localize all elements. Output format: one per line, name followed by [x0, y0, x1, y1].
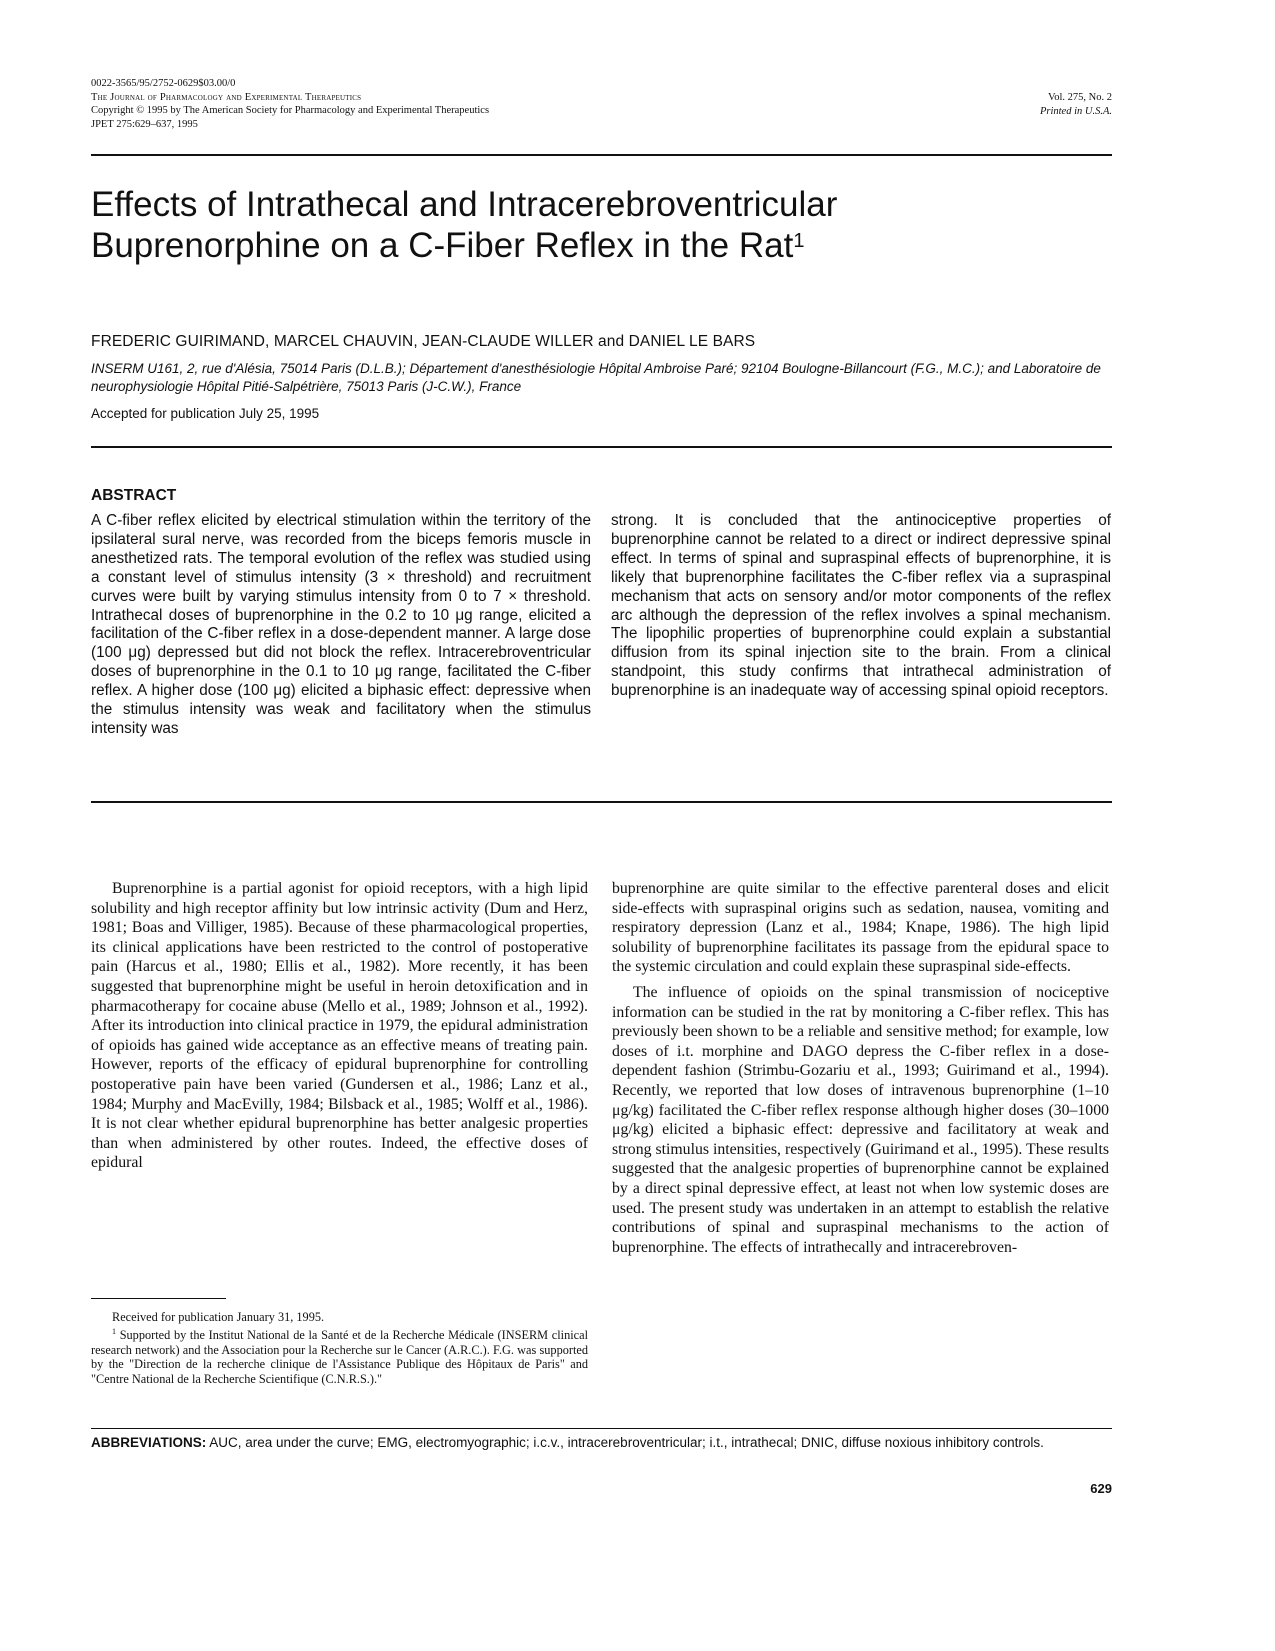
- accepted-date: Accepted for publication July 25, 1995: [91, 406, 320, 421]
- funding-footnote-text: Supported by the Institut National de la Santé et de la Recherche Médicale (INSERM clinical research network) and the Association pour la Recherche sur le Cancer (A.R.C.). F.G. was supported by the "Direction de la recherche clinique de l'Assistance Publique des Hôpitaux de Paris" and "Centre National de la Recherche Scientifique (C.N.R.S.).": [91, 1327, 588, 1386]
- article-title: [91, 184, 1051, 266]
- page-number: 629: [1090, 1481, 1112, 1496]
- body-paragraph: Buprenorphine is a partial agonist for opioid receptors, with a high lipid solubility and high receptor affinity but low intrinsic activity (Dum and Herz, 1981; Boas and Villiger, 1985). Because of these pharmacological properties, its clinical applications have been restricted to the control of postoperative pain (Harcus et al., 1980; Ellis et al., 1982). More recently, it has been suggested that buprenorphine might be useful in heroin detoxification and in pharmacotherapy for cocaine abuse (Mello et al., 1989; Johnson et al., 1992). After its introduction into clinical practice in 1979, the epidural administration of opioids has gained wide acceptance as an effective means of treating pain. However, reports of the efficacy of epidural buprenorphine for controlling postoperative pain have been varied (Gundersen et al., 1986; Lanz et al., 1984; Murphy and MacEvilly, 1984; Bilsback et al., 1985; Wolff et al., 1986). It is not clear whether epidural buprenorphine has better analgesic properties than when administered by other routes. Indeed, the effective doses of epidural: [91, 880, 588, 1172]
- abstract-heading: ABSTRACT: [91, 487, 177, 504]
- abstract-column-right: strong. It is concluded that the antinociceptive properties of buprenorphine cannot be related to a direct or indirect depressive spinal effect. In terms of spinal and supraspinal effects of buprenorphine, it is likely that buprenorphine facilitates the C-fiber reflex via a supraspinal mechanism that acts on sensory and/or motor components of the reflex arc although the depression of the reflex involves a spinal mechanism. The lipophilic properties of buprenorphine could explain a substantial diffusion from its spinal injection site to the brain. From a clinical standpoint, this study confirms that intrathecal administration of buprenorphine is an inadequate way of accessing spinal opioid receptors.: [611, 512, 1111, 700]
- issn-line: 0022-3565/95/2752-0629$03.00/0: [91, 78, 236, 89]
- footnote-divider: [91, 1298, 226, 1299]
- title-line-2: Buprenorphine on a C-Fiber Reflex in the Rat: [91, 226, 794, 265]
- running-header-right: [1040, 91, 1112, 118]
- abbreviations: [91, 1434, 1112, 1452]
- body-paragraph: buprenorphine are quite similar to the effective parenteral doses and elicit side-effects with supraspinal origins such as sedation, nausea, vomiting and respiratory depression (Lanz et al., 1984; Knape, 1986). The high lipid solubility of buprenorphine facilitates its passage from the epidural space to the systemic circulation and could explain these supraspinal side-effects.: [612, 880, 1109, 976]
- volume-line: Vol. 275, No. 2: [1048, 92, 1112, 103]
- body-column-left: [91, 879, 588, 1173]
- title-footnote-mark[interactable]: 1: [793, 230, 805, 252]
- body-paragraph: The influence of opioids on the spinal transmission of nociceptive information can be studied in the rat by monitoring a C-fiber reflex. This has previously been shown to be a reliable and sensitive method; for example, low doses of i.t. morphine and DAGO depress the C-fiber reflex in a dose-dependent fashion (Strimbu-Gozariu et al., 1993; Guirimand et al., 1994). Recently, we reported that low doses of intravenous buprenorphine (1–10 μg/kg) facilitated the C-fiber reflex response although higher doses (30–1000 μg/kg) elicited a biphasic effect: depressive and facilitatory at weak and strong stimulus intensities, respectively (Guirimand et al., 1995). These results suggested that the analgesic properties of buprenorphine cannot be explained by a direct spinal depressive effect, at least not when low systemic doses are used. The present study was undertaken in an attempt to establish the relative contributions of spinal and supraspinal mechanisms to the action of buprenorphine. The effects of intrathecally and intracerebroven-: [612, 983, 1109, 1256]
- abbreviations-text: AUC, area under the curve; EMG, electromyographic; i.c.v., intracerebroventricular; i.t., intrathecal; DNIC, diffuse noxious inhibitory controls.: [206, 1435, 1044, 1450]
- journal-name: The Journal of Pharmacology and Experimental Therapeutics: [91, 91, 362, 103]
- printed-line: Printed in U.S.A.: [1039, 105, 1112, 117]
- received-footnote: Received for publication January 31, 1995.: [112, 1310, 325, 1324]
- abstract-top-divider: [91, 446, 1112, 448]
- funding-footnote: [91, 1325, 588, 1387]
- header-divider: [91, 154, 1112, 156]
- citation-line: JPET 275:629–637, 1995: [91, 118, 198, 130]
- abbreviations-label: ABBREVIATIONS:: [91, 1435, 207, 1450]
- abstract-column-left: A C-fiber reflex elicited by electrical stimulation within the territory of the ipsilateral sural nerve, was recorded from the biceps femoris muscle in anesthetized rats. The temporal evolution of the reflex was studied using a constant level of stimulus intensity (3 × threshold) and recruitment curves were built by varying stimulus intensity from 0 to 7 × threshold. Intrathecal doses of buprenorphine in the 0.2 to 10 μg range, elicited a facilitation of the C-fiber reflex in a dose-dependent manner. A large dose (100 μg) depressed but did not block the reflex. Intracerebroventricular doses of buprenorphine in the 0.1 to 10 μg range, facilitated the C-fiber reflex. A higher dose (100 μg) elicited a biphasic effect: depressive when the stimulus intensity was weak and facilitatory when the stimulus intensity was: [91, 512, 591, 737]
- abstract-bottom-divider: [91, 801, 1112, 803]
- copyright-line: Copyright © 1995 by The American Society for Pharmacology and Experimental Therapeutics: [91, 105, 490, 116]
- footnotes: [91, 1310, 588, 1387]
- affiliation: INSERM U161, 2, rue d'Alésia, 75014 Paris (D.L.B.); Département d'anesthésiologie Hôpital Ambroise Paré; 92104 Boulogne-Billancourt (F.G., M.C.); and Laboratoire de neurophysiologie Hôpital Pitié-Salpétrière, 75013 Paris (J-C.W.), France: [91, 361, 1101, 394]
- body-column-right: [612, 879, 1109, 1257]
- footnote-mark: 1: [112, 1326, 116, 1336]
- abbreviations-divider: [91, 1428, 1112, 1429]
- title-line-1: Effects of Intrathecal and Intracerebroventricular: [91, 185, 838, 224]
- running-header-left: [91, 77, 489, 131]
- author-list: FREDERIC GUIRIMAND, MARCEL CHAUVIN, JEAN-CLAUDE WILLER and DANIEL LE BARS: [91, 333, 756, 350]
